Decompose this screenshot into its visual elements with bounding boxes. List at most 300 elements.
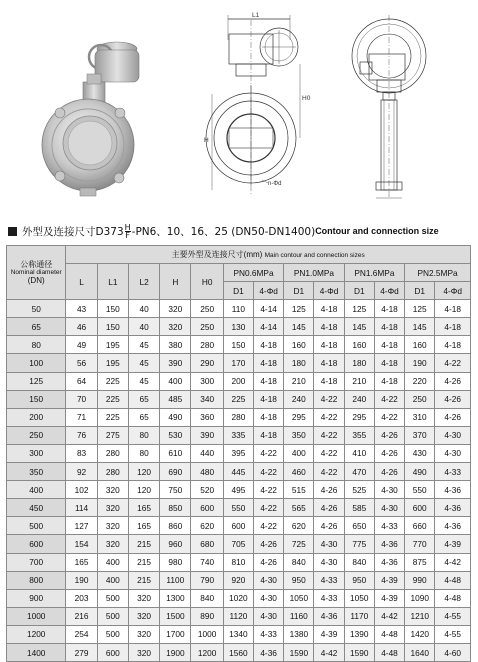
table-cell: 1050	[344, 589, 374, 607]
table-cell: 195	[97, 336, 128, 354]
col-header-l2: L2	[128, 264, 159, 300]
table-cell: 660	[405, 517, 435, 535]
section-heading	[8, 222, 478, 240]
dim-label-h: H	[204, 137, 209, 144]
table-cell: 740	[191, 553, 223, 571]
table-row	[7, 336, 471, 354]
table-row	[7, 589, 471, 607]
table-cell: 4-60	[435, 643, 471, 661]
table-cell: 280	[97, 444, 128, 462]
table-cell: 40	[128, 300, 159, 318]
table-cell: 705	[223, 535, 253, 553]
table-cell: 520	[191, 481, 223, 499]
col-header-l: L	[66, 264, 97, 300]
fraction-bottom: F	[125, 230, 130, 240]
table-cell: 125	[405, 300, 435, 318]
table-cell: 4-18	[254, 354, 284, 372]
table-cell: 290	[191, 354, 223, 372]
table-cell: 4-39	[374, 571, 404, 589]
table-row	[7, 571, 471, 589]
dn-cell: 80	[7, 336, 66, 354]
table-cell: 4-26	[435, 390, 471, 408]
table-cell: 4-48	[435, 589, 471, 607]
table-cell: 4-42	[435, 553, 471, 571]
table-cell: 960	[160, 535, 191, 553]
table-cell: 4-33	[374, 517, 404, 535]
table-cell: 250	[191, 300, 223, 318]
table-cell: 4-33	[254, 625, 284, 643]
table-cell: 4-36	[314, 607, 344, 625]
table-cell: 280	[97, 463, 128, 481]
table-cell: 190	[66, 571, 97, 589]
table-cell: 4-18	[254, 336, 284, 354]
table-cell: 180	[284, 354, 314, 372]
dn-cell: 65	[7, 318, 66, 336]
table-cell: 4-39	[435, 535, 471, 553]
table-cell: 225	[97, 372, 128, 390]
table-cell: 355	[344, 426, 374, 444]
dn-cell: 900	[7, 589, 66, 607]
sub-header-bolt-holes: 4-Φd	[374, 282, 404, 300]
table-row	[7, 625, 471, 643]
table-cell: 170	[223, 354, 253, 372]
table-cell: 610	[160, 444, 191, 462]
table-cell: 920	[223, 571, 253, 589]
dn-cell: 800	[7, 571, 66, 589]
table-cell: 320	[97, 535, 128, 553]
table-cell: 215	[128, 571, 159, 589]
table-cell: 216	[66, 607, 97, 625]
table-cell: 145	[344, 318, 374, 336]
table-cell: 4-55	[435, 625, 471, 643]
table-cell: 4-26	[374, 463, 404, 481]
table-cell: 4-42	[314, 643, 344, 661]
table-cell: 1900	[160, 643, 191, 661]
table-cell: 145	[405, 318, 435, 336]
table-cell: 400	[160, 372, 191, 390]
sub-header-bolt-holes: 4-Φd	[254, 282, 284, 300]
fraction-top: H	[124, 222, 131, 232]
table-cell: 1160	[284, 607, 314, 625]
table-cell: 4-22	[254, 463, 284, 481]
valve-drawings	[0, 0, 478, 205]
dn-cell: 1400	[7, 643, 66, 661]
table-cell: 550	[405, 481, 435, 499]
table-cell: 127	[66, 517, 97, 535]
table-cell: 4-39	[314, 625, 344, 643]
table-cell: 4-42	[374, 607, 404, 625]
dimensions-table	[6, 245, 471, 662]
table-cell: 1340	[223, 625, 253, 643]
table-cell: 114	[66, 499, 97, 517]
table-cell: 46	[66, 318, 97, 336]
table-cell: 195	[97, 354, 128, 372]
table-cell: 4-22	[374, 408, 404, 426]
table-cell: 45	[128, 354, 159, 372]
table-cell: 65	[128, 408, 159, 426]
table-cell: 250	[405, 390, 435, 408]
table-cell: 840	[191, 589, 223, 607]
table-cell: 130	[223, 318, 253, 336]
table-cell: 320	[128, 607, 159, 625]
table-cell: 4-18	[435, 336, 471, 354]
table-cell: 4-30	[435, 426, 471, 444]
table-cell: 4-30	[374, 499, 404, 517]
table-cell: 470	[344, 463, 374, 481]
table-cell: 150	[97, 318, 128, 336]
dn-cell: 50	[7, 300, 66, 318]
table-cell: 1090	[405, 589, 435, 607]
table-cell: 43	[66, 300, 97, 318]
table-cell: 980	[160, 553, 191, 571]
table-cell: 4-22	[314, 426, 344, 444]
table-cell: 650	[344, 517, 374, 535]
table-cell: 165	[128, 499, 159, 517]
dn-cell: 300	[7, 444, 66, 462]
table-cell: 4-18	[314, 336, 344, 354]
table-cell: 320	[97, 481, 128, 499]
table-cell: 4-30	[254, 571, 284, 589]
table-cell: 4-36	[254, 643, 284, 661]
table-cell: 4-33	[314, 589, 344, 607]
table-cell: 225	[97, 408, 128, 426]
table-cell: 71	[66, 408, 97, 426]
table-cell: 215	[128, 535, 159, 553]
table-row	[7, 408, 471, 426]
table-cell: 45	[128, 336, 159, 354]
table-cell: 295	[284, 408, 314, 426]
table-cell: 45	[128, 372, 159, 390]
table-row	[7, 390, 471, 408]
dn-cell: 1200	[7, 625, 66, 643]
table-cell: 4-18	[374, 318, 404, 336]
table-cell: 840	[284, 553, 314, 571]
table-cell: 56	[66, 354, 97, 372]
table-cell: 1050	[284, 589, 314, 607]
table-cell: 4-30	[254, 589, 284, 607]
table-cell: 4-22	[374, 390, 404, 408]
table-row	[7, 300, 471, 318]
table-cell: 4-22	[254, 481, 284, 499]
table-cell: 395	[223, 444, 253, 462]
sub-header-d1: D1	[284, 282, 314, 300]
table-cell: 850	[160, 499, 191, 517]
table-cell: 585	[344, 499, 374, 517]
col-header-h: H	[160, 264, 191, 300]
table-cell: 750	[160, 481, 191, 499]
table-row	[7, 372, 471, 390]
table-cell: 160	[344, 336, 374, 354]
dn-cell: 200	[7, 408, 66, 426]
table-cell: 400	[97, 571, 128, 589]
table-cell: 1420	[405, 625, 435, 643]
table-cell: 280	[223, 408, 253, 426]
table-row	[7, 643, 471, 661]
table-cell: 410	[344, 444, 374, 462]
table-cell: 125	[284, 300, 314, 318]
dim-label-holes: n-Φd	[268, 181, 282, 187]
table-cell: 145	[284, 318, 314, 336]
table-cell: 1640	[405, 643, 435, 661]
table-cell: 83	[66, 444, 97, 462]
table-cell: 1590	[344, 643, 374, 661]
dn-cell: 400	[7, 481, 66, 499]
table-cell: 4-55	[435, 607, 471, 625]
table-cell: 210	[284, 372, 314, 390]
table-cell: 280	[191, 336, 223, 354]
table-cell: 40	[128, 318, 159, 336]
table-cell: 530	[160, 426, 191, 444]
table-cell: 600	[191, 499, 223, 517]
sub-header-d1: D1	[405, 282, 435, 300]
table-cell: 4-14	[254, 300, 284, 318]
sub-header-d1: D1	[344, 282, 374, 300]
table-cell: 1020	[223, 589, 253, 607]
table-cell: 70	[66, 390, 97, 408]
table-cell: 350	[284, 426, 314, 444]
table-cell: 1100	[160, 571, 191, 589]
side-elevation-drawing	[352, 15, 426, 198]
table-cell: 165	[66, 553, 97, 571]
table-cell: 4-26	[314, 499, 344, 517]
table-cell: 150	[97, 300, 128, 318]
table-cell: 320	[128, 643, 159, 661]
table-row	[7, 553, 471, 571]
table-cell: 600	[97, 643, 128, 661]
table-cell: 390	[191, 426, 223, 444]
dn-cell: 350	[7, 463, 66, 481]
table-cell: 4-18	[254, 426, 284, 444]
table-body	[7, 300, 471, 662]
table-cell: 320	[128, 625, 159, 643]
table-cell: 4-18	[254, 390, 284, 408]
table-row	[7, 444, 471, 462]
dn-cell: 100	[7, 354, 66, 372]
table-cell: 485	[160, 390, 191, 408]
table-cell: 950	[344, 571, 374, 589]
table-cell: 495	[223, 481, 253, 499]
table-cell: 4-26	[254, 553, 284, 571]
table-cell: 203	[66, 589, 97, 607]
table-cell: 150	[223, 336, 253, 354]
table-cell: 254	[66, 625, 97, 643]
table-cell: 4-26	[374, 444, 404, 462]
table-cell: 500	[97, 589, 128, 607]
table-cell: 92	[66, 463, 97, 481]
table-cell: 490	[160, 408, 191, 426]
pn-group-header: PN2.5MPa	[405, 264, 471, 282]
table-cell: 4-22	[314, 463, 344, 481]
table-cell: 490	[405, 463, 435, 481]
table-cell: 1590	[284, 643, 314, 661]
table-cell: 1200	[191, 643, 223, 661]
table-cell: 320	[160, 300, 191, 318]
table-cell: 160	[405, 336, 435, 354]
table-cell: 4-18	[435, 318, 471, 336]
table-cell: 220	[405, 372, 435, 390]
dn-cell: 700	[7, 553, 66, 571]
table-row	[7, 354, 471, 372]
table-cell: 4-48	[374, 643, 404, 661]
table-cell: 102	[66, 481, 97, 499]
table-cell: 120	[128, 463, 159, 481]
table-row	[7, 517, 471, 535]
table-cell: 370	[405, 426, 435, 444]
table-cell: 600	[223, 517, 253, 535]
table-cell: 4-33	[314, 571, 344, 589]
table-cell: 525	[344, 481, 374, 499]
table-cell: 680	[191, 535, 223, 553]
dn-cell: 450	[7, 499, 66, 517]
table-cell: 515	[284, 481, 314, 499]
table-cell: 770	[405, 535, 435, 553]
table-cell: 1700	[160, 625, 191, 643]
table-cell: 1390	[344, 625, 374, 643]
table-cell: 240	[284, 390, 314, 408]
dn-cell: 250	[7, 426, 66, 444]
pn-group-header: PN0.6MPa	[223, 264, 283, 282]
table-cell: 400	[97, 553, 128, 571]
table-cell: 320	[97, 517, 128, 535]
dn-header-cn: 公称通径	[20, 259, 53, 269]
table-cell: 65	[128, 390, 159, 408]
table-cell: 810	[223, 553, 253, 571]
table-cell: 279	[66, 643, 97, 661]
table-cell: 1560	[223, 643, 253, 661]
bullet-square-icon	[8, 227, 17, 236]
table-cell: 1300	[160, 589, 191, 607]
table-cell: 1000	[191, 625, 223, 643]
table-cell: 565	[284, 499, 314, 517]
table-cell: 4-22	[254, 517, 284, 535]
table-cell: 4-30	[254, 607, 284, 625]
table-cell: 4-48	[435, 571, 471, 589]
table-cell: 180	[344, 354, 374, 372]
table-cell: 380	[160, 336, 191, 354]
table-row	[7, 318, 471, 336]
table-cell: 200	[223, 372, 253, 390]
dim-label-h0: H0	[302, 95, 311, 102]
table-cell: 4-18	[254, 372, 284, 390]
table-cell: 4-14	[254, 318, 284, 336]
table-cell: 80	[128, 444, 159, 462]
table-cell: 165	[128, 517, 159, 535]
table-row	[7, 481, 471, 499]
table-cell: 4-18	[314, 354, 344, 372]
table-cell: 4-22	[314, 444, 344, 462]
table-cell: 80	[128, 426, 159, 444]
dn-cell: 1000	[7, 607, 66, 625]
table-cell: 1170	[344, 607, 374, 625]
table-cell: 250	[191, 318, 223, 336]
table-cell: 110	[223, 300, 253, 318]
table-cell: 300	[191, 372, 223, 390]
table-cell: 4-18	[314, 300, 344, 318]
table-cell: 64	[66, 372, 97, 390]
table-row	[7, 535, 471, 553]
col-header-l1: L1	[97, 264, 128, 300]
table-cell: 275	[97, 426, 128, 444]
table-cell: 295	[344, 408, 374, 426]
table-cell: 4-22	[314, 390, 344, 408]
table-cell: 990	[405, 571, 435, 589]
table-cell: 950	[284, 571, 314, 589]
table-cell: 1500	[160, 607, 191, 625]
heading-model-fraction	[125, 224, 131, 239]
table-cell: 390	[160, 354, 191, 372]
table-cell: 4-33	[435, 463, 471, 481]
sub-header-d1: D1	[223, 282, 253, 300]
table-cell: 154	[66, 535, 97, 553]
table-row	[7, 607, 471, 625]
table-cell: 4-48	[374, 625, 404, 643]
table-cell: 460	[284, 463, 314, 481]
front-elevation-drawing	[204, 12, 311, 196]
table-cell: 4-18	[374, 354, 404, 372]
dim-label-l1: L1	[252, 12, 260, 19]
dn-header-unit: (DN)	[27, 275, 45, 285]
table-cell: 1380	[284, 625, 314, 643]
main-size-header	[66, 246, 471, 264]
table-cell: 500	[97, 607, 128, 625]
table-cell: 480	[191, 463, 223, 481]
table-cell: 4-36	[435, 499, 471, 517]
table-cell: 160	[284, 336, 314, 354]
table-cell: 4-18	[374, 372, 404, 390]
table-cell: 4-30	[435, 444, 471, 462]
table-cell: 320	[97, 499, 128, 517]
table-cell: 1120	[223, 607, 253, 625]
table-cell: 240	[344, 390, 374, 408]
table-cell: 445	[223, 463, 253, 481]
table-cell: 4-18	[435, 300, 471, 318]
table-cell: 600	[405, 499, 435, 517]
dn-cell: 600	[7, 535, 66, 553]
table-cell: 4-26	[314, 517, 344, 535]
table-cell: 440	[191, 444, 223, 462]
table-cell: 620	[284, 517, 314, 535]
table-row	[7, 426, 471, 444]
table-cell: 4-22	[254, 499, 284, 517]
table-cell: 4-18	[314, 318, 344, 336]
table-cell: 4-36	[435, 481, 471, 499]
table-cell: 430	[405, 444, 435, 462]
table-cell: 840	[344, 553, 374, 571]
table-cell: 4-18	[314, 372, 344, 390]
table-cell: 4-26	[435, 408, 471, 426]
table-cell: 500	[97, 625, 128, 643]
table-cell: 190	[405, 354, 435, 372]
table-cell: 225	[223, 390, 253, 408]
table-cell: 4-18	[374, 300, 404, 318]
table-cell: 310	[405, 408, 435, 426]
table-cell: 125	[344, 300, 374, 318]
table-cell: 4-18	[374, 336, 404, 354]
table-cell: 790	[191, 571, 223, 589]
table-cell: 4-39	[374, 589, 404, 607]
table-cell: 360	[191, 408, 223, 426]
table-cell: 550	[223, 499, 253, 517]
table-cell: 4-30	[314, 535, 344, 553]
table-row	[7, 499, 471, 517]
col-header-h0: H0	[191, 264, 223, 300]
table-cell: 400	[284, 444, 314, 462]
valve-photo	[42, 42, 139, 196]
table-cell: 775	[344, 535, 374, 553]
table-cell: 210	[344, 372, 374, 390]
table-cell: 4-36	[374, 535, 404, 553]
table-cell: 76	[66, 426, 97, 444]
